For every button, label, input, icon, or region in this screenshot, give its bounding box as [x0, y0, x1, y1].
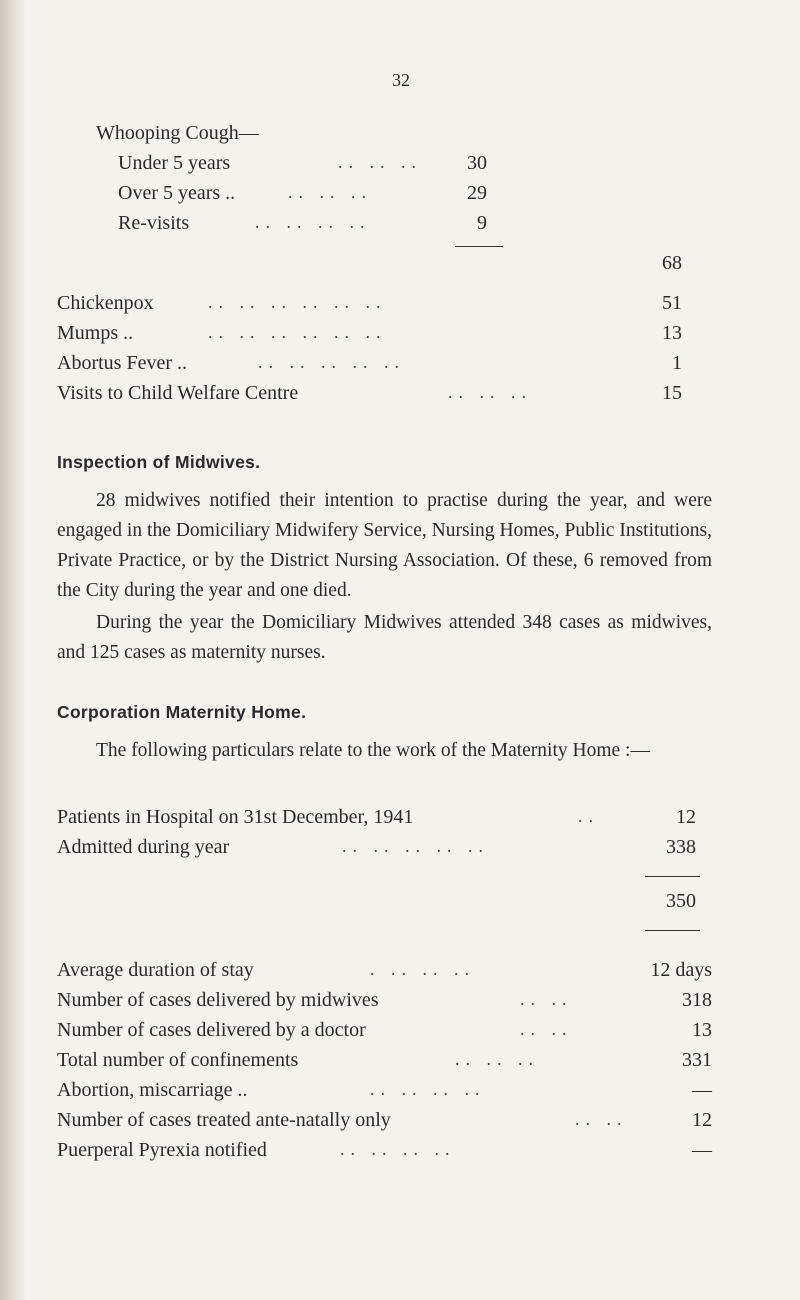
stat-label: Average duration of stay [57, 959, 254, 981]
midwives-heading: Inspection of Midwives. [57, 452, 261, 472]
maternity-intro: The following particulars relate to the work of the Maternity Home :— [96, 740, 650, 761]
midwives-paragraph-2: During the year the Domiciliary Midwives attended 348 cases as midwives, and 125 cases as maternity nurses. [57, 612, 712, 663]
stat-value: 318 [682, 989, 712, 1011]
leader-dots: .. .. .. .. [370, 1079, 486, 1099]
leader-dots: .. .. .. [338, 152, 422, 172]
total-rule [645, 930, 700, 931]
stat-label: Number of cases delivered by a doctor [57, 1019, 366, 1041]
leader-dots: .. .. .. .. .. .. [208, 292, 387, 312]
stat-label: Number of cases delivered by midwives [57, 989, 379, 1011]
whooping-row-value: 30 [467, 152, 487, 174]
stat-value: 12 [692, 1109, 712, 1131]
patients-label: Admitted during year [57, 836, 230, 858]
patients-value: 338 [666, 836, 696, 858]
disease-label: Abortus Fever .. [57, 352, 187, 374]
stat-value: — [692, 1079, 712, 1101]
maternity-heading: Corporation Maternity Home. [57, 702, 307, 722]
stat-value: — [692, 1139, 712, 1161]
leader-dots: .. .. [520, 1019, 573, 1039]
leader-dots: .. .. .. .. .. [342, 836, 489, 856]
page-number: 32 [392, 70, 410, 90]
whooping-total: 68 [662, 252, 682, 274]
leader-dots: .. .. .. .. .. [258, 352, 405, 372]
subtotal-rule [645, 876, 700, 877]
leader-dots: .. .. .. .. .. .. [208, 322, 387, 342]
midwives-paragraph-1: 28 midwives notified their intention to practise during the year, and were engaged in the Domiciliary Midwifery Service, Nursing Homes, Public Institutions, Private Practice, or by the District Nursing Association. Of these, 6 removed from the City during the year and one died. [57, 490, 712, 601]
whooping-row-value: 29 [467, 182, 487, 204]
disease-value: 15 [662, 382, 682, 404]
whooping-row-label: Re-visits [118, 212, 190, 234]
whooping-row-label: Over 5 years .. [118, 182, 236, 204]
stat-value: 13 [692, 1019, 712, 1041]
whooping-row-value: 9 [477, 212, 487, 234]
leader-dots: .. [578, 806, 599, 826]
stat-label: Puerperal Pyrexia notified [57, 1139, 267, 1161]
disease-value: 51 [662, 292, 682, 314]
patients-value: 12 [676, 806, 696, 828]
disease-value: 1 [672, 352, 682, 374]
subtotal-rule [455, 246, 503, 247]
stat-label: Total number of confinements [57, 1049, 299, 1071]
stat-label: Abortion, miscarriage .. [57, 1079, 248, 1101]
stat-value: 12 days [650, 959, 712, 981]
whooping-cough-title: Whooping Cough— [96, 122, 259, 144]
leader-dots: .. .. .. [455, 1049, 539, 1069]
whooping-row-label: Under 5 years [118, 152, 231, 174]
disease-label: Mumps .. [57, 322, 134, 344]
leader-dots: . .. .. .. [370, 959, 475, 979]
disease-label: Chickenpox [57, 292, 154, 314]
patients-label: Patients in Hospital on 31st December, 1941 [57, 806, 414, 828]
disease-label: Visits to Child Welfare Centre [57, 382, 299, 404]
leader-dots: .. .. .. .. [340, 1139, 456, 1159]
leader-dots: .. .. [575, 1109, 628, 1129]
stat-label: Number of cases treated ante-natally only [57, 1109, 391, 1131]
patients-total: 350 [666, 890, 696, 912]
leader-dots: .. .. [520, 989, 573, 1009]
disease-value: 13 [662, 322, 682, 344]
leader-dots: .. .. .. .. [255, 212, 371, 232]
page-edge-shadow [0, 0, 28, 1300]
leader-dots: .. .. .. [448, 382, 532, 402]
leader-dots: .. .. .. [288, 182, 372, 202]
stat-value: 331 [682, 1049, 712, 1071]
